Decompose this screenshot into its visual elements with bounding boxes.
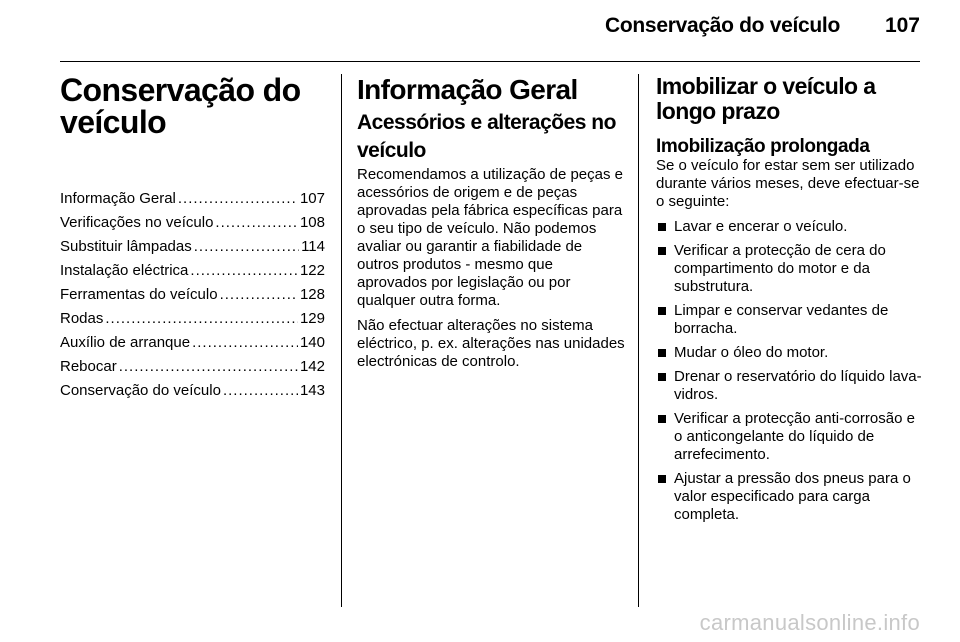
toc-leader-dots (190, 259, 298, 283)
square-bullet-icon (658, 247, 666, 255)
intro-paragraph: Se o veículo for estar sem ser utilizado durante vários meses, deve efectuar-se o seguinte: (656, 157, 920, 210)
toc-entry-page: 129 (299, 310, 325, 327)
toc-entry[interactable] (60, 379, 325, 403)
toc-leader-dots (220, 283, 298, 307)
list-item (656, 344, 924, 362)
list-item (656, 302, 924, 338)
subsection-heading: Imobilização prolongada (656, 136, 870, 157)
column-divider (341, 74, 342, 607)
table-of-contents (60, 187, 325, 403)
middle-column (357, 74, 627, 378)
toc-entry[interactable] (60, 259, 325, 283)
list-item (656, 242, 924, 296)
square-bullet-icon (658, 415, 666, 423)
toc-entry[interactable] (60, 235, 325, 259)
body-paragraph: Não efectuar alterações no sistema eléctrico, p. ex. alterações nas unidades electrónicas de controlo. (357, 317, 625, 370)
toc-leader-dots (178, 187, 298, 211)
toc-leader-dots (192, 331, 298, 355)
list-item-text: Verificar a protecção de cera do compartimento do motor e da substrutura. (674, 242, 886, 295)
list-item (656, 410, 924, 464)
column-divider (638, 74, 639, 607)
subsection-heading: Acessórios e alterações no veículo (357, 111, 616, 162)
toc-entry-page: 108 (299, 214, 325, 231)
list-item (656, 470, 924, 524)
toc-entry-label: Informação Geral (60, 190, 176, 207)
toc-entry-page: 122 (299, 262, 325, 279)
list-item-text: Mudar o óleo do motor. (674, 344, 829, 361)
list-item-text: Limpar e conservar vedantes de borracha. (674, 302, 889, 337)
toc-entry-page: 143 (299, 382, 325, 399)
toc-entry-label: Substituir lâmpadas (60, 238, 192, 255)
section-heading: Informação Geral (357, 74, 578, 105)
toc-entry-page: 128 (299, 286, 325, 303)
toc-entry-label: Auxílio de arranque (60, 334, 191, 351)
list-item-text: Verificar a protecção anti-corrosão e o anticongelante do líquido de arrefecimento. (674, 410, 915, 463)
toc-entry[interactable] (60, 187, 325, 211)
toc-entry[interactable] (60, 307, 325, 331)
toc-entry-page: 107 (299, 190, 325, 207)
toc-leader-dots (223, 379, 298, 403)
list-item-text: Drenar o reservatório do líquido lava-vidros. (674, 368, 922, 403)
toc-entry-label: Rodas (60, 310, 104, 327)
section-heading: Imobilizar o veículo a longo prazo (656, 73, 876, 124)
toc-entry-page: 114 (301, 238, 325, 255)
checklist (656, 218, 924, 524)
toc-entry-label: Rebocar (60, 358, 117, 375)
list-item (656, 368, 924, 404)
list-item (656, 218, 924, 236)
running-header-title: Conservação do veículo (605, 14, 840, 37)
square-bullet-icon (658, 475, 666, 483)
list-item-text: Lavar e encerar o veículo. (674, 218, 848, 235)
watermark: carmanualsonline.info (699, 610, 920, 635)
chapter-title: Conservação do veículo (60, 72, 301, 140)
header-rule (60, 61, 920, 62)
toc-entry-page: 142 (299, 358, 325, 375)
body-paragraph: Recomendamos a utilização de peças e acessórios de origem e de peças aprovadas pela fábrica específicas para o seu tipo de veículo. Não podemos avaliar ou garantir a fiabilidade de outros produtos - mesmo que aprovados por legislação ou por qualquer outra forma. (357, 166, 623, 309)
toc-leader-dots (119, 355, 298, 379)
toc-entry-label: Instalação eléctrica (60, 262, 189, 279)
square-bullet-icon (658, 373, 666, 381)
page-number: 107 (884, 14, 920, 37)
square-bullet-icon (658, 349, 666, 357)
toc-leader-dots (215, 211, 298, 235)
toc-leader-dots (194, 235, 299, 259)
toc-entry[interactable] (60, 355, 325, 379)
toc-entry-page: 140 (299, 334, 325, 351)
list-item-text: Ajustar a pressão dos pneus para o valor especificado para carga completa. (674, 470, 911, 523)
right-column (656, 74, 924, 530)
toc-entry[interactable] (60, 331, 325, 355)
square-bullet-icon (658, 307, 666, 315)
square-bullet-icon (658, 223, 666, 231)
toc-entry[interactable] (60, 283, 325, 307)
toc-entry[interactable] (60, 211, 325, 235)
left-column (60, 74, 325, 403)
toc-entry-label: Verificações no veículo (60, 214, 214, 231)
toc-leader-dots (105, 307, 298, 331)
toc-entry-label: Ferramentas do veículo (60, 286, 218, 303)
toc-entry-label: Conservação do veículo (60, 382, 221, 399)
